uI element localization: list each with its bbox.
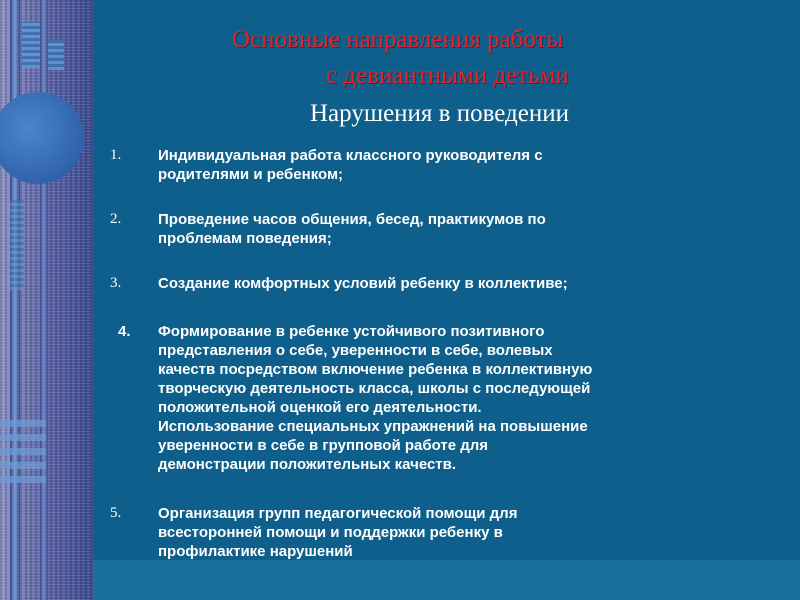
decor-strip <box>0 420 46 427</box>
list-item-number: 2. <box>110 211 122 227</box>
list-item-text: Индивидуальная работа классного руководителя с родителями и ребенком; <box>158 147 543 183</box>
slide-subtitle: Нарушения в поведении <box>310 100 569 127</box>
list-item-text: Создание комфортных условий ребенку в коллективе; <box>158 275 568 292</box>
decorative-texture-band <box>0 0 93 600</box>
list-item-number: 5. <box>110 505 122 521</box>
decor-strip <box>0 462 46 469</box>
decor-block <box>22 22 40 68</box>
list-item-text: Формирование в ребенке устойчивого позитивного представления о себе, уверенности в себе, волевых качеств посредством включение ребенка в коллективную творческую деятельность класса, школы с последующей положительной оценкой его деятельности. Использование специальных упражнений на повышение уверенности в себе в групповой работе для демонстрации положительных качеств. <box>158 323 593 473</box>
decor-block <box>48 40 64 70</box>
decor-rod <box>10 0 20 600</box>
bottom-band <box>93 560 800 600</box>
decor-strip <box>0 448 46 455</box>
decor-rod <box>40 0 48 600</box>
list-item-number: 3. <box>110 275 122 291</box>
title-line-2: с девиантными детьми <box>326 62 569 89</box>
list-item-number: 4. <box>118 323 131 340</box>
decor-circle <box>0 92 84 184</box>
decor-block <box>10 200 24 290</box>
list-item-text: Организация групп педагогической помощи для всесторонней помощи и поддержки ребенку в профилактике нарушений <box>158 505 518 560</box>
title-line-1: Основные направления работы <box>232 26 564 53</box>
list-item-text: Проведение часов общения, бесед, практикумов по проблемам поведения; <box>158 211 546 247</box>
list-item-number: 1. <box>110 147 122 163</box>
decor-strip <box>0 434 46 441</box>
decor-strip <box>0 476 46 483</box>
